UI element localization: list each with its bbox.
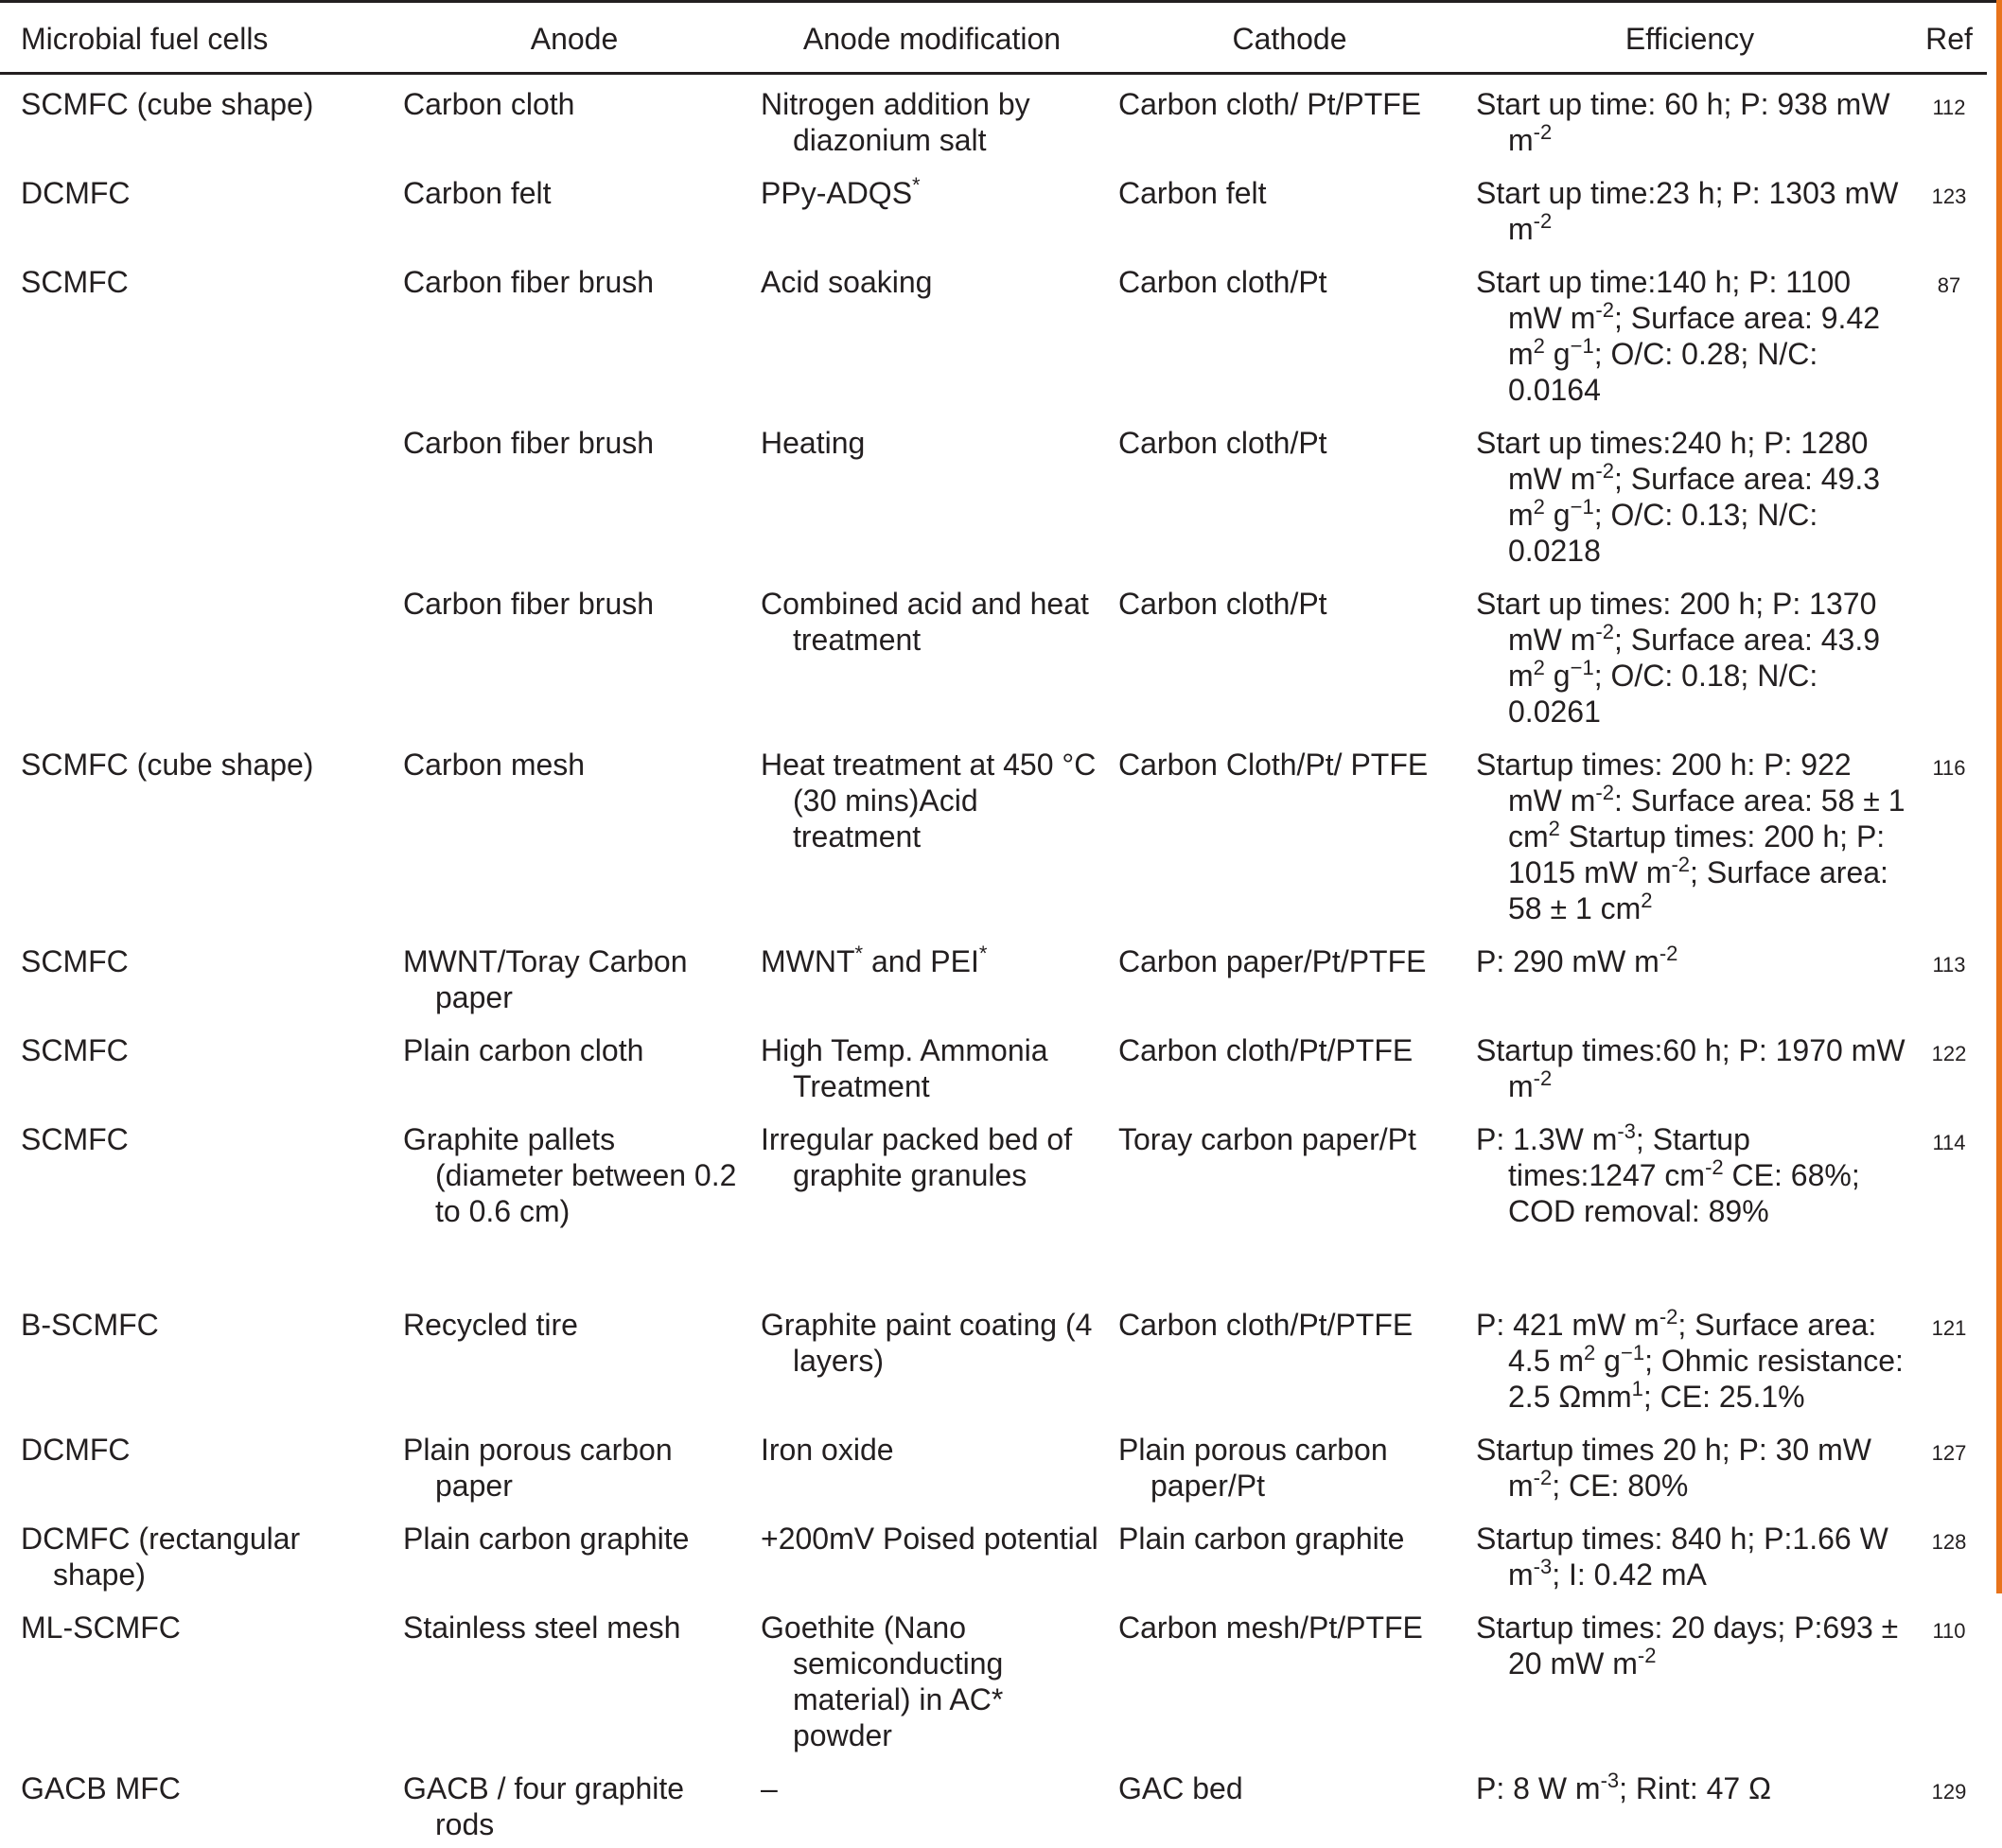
cell-cathode: GAC bed bbox=[1118, 1771, 1243, 1805]
cell-ref: 87 bbox=[1937, 273, 1961, 297]
cell-cathode: Carbon mesh/Pt/PTFE bbox=[1118, 1610, 1423, 1645]
cell-efficiency: Start up times:240 h; P: 1280 mW $m^{-2}$; Surface area: 49.3 $m^2$ $g^{-1}$; O/C: 0.13; N/C: 0.0218 bbox=[1476, 426, 1881, 568]
cell-cathode: Carbon cloth/Pt bbox=[1118, 265, 1327, 299]
table-row bbox=[0, 735, 1987, 932]
cell-mfc: DCMFC (rectangular shape) bbox=[21, 1522, 301, 1592]
header-row bbox=[0, 6, 1987, 74]
cell-ref: 122 bbox=[1931, 1042, 1967, 1065]
cell-mfc: DCMFC bbox=[21, 1433, 131, 1467]
cell-anode: Graphite pallets (diameter between 0.2 to 0.6 cm) bbox=[403, 1122, 737, 1228]
cell-ref: 116 bbox=[1932, 756, 1966, 780]
cell-mfc: DCMFC bbox=[21, 176, 131, 210]
cell-anode: Carbon fiber brush bbox=[403, 587, 655, 621]
cell-efficiency: Start up time:140 h; P: 1100 mW $m^{-2}$; Surface area: 9.42 $m^2$ $g^{-1}$; O/C: 0.28; N/C: 0.0164 bbox=[1476, 265, 1881, 407]
cell-ref: 127 bbox=[1931, 1441, 1967, 1465]
cell-mfc: SCMFC bbox=[21, 1033, 129, 1067]
cell-cathode: Carbon paper/Pt/PTFE bbox=[1118, 944, 1427, 978]
cell-efficiency: P: 290 mW $m^{-2}$ bbox=[1476, 942, 1678, 978]
mfc-table bbox=[0, 6, 1987, 1848]
cell-ref: 112 bbox=[1932, 96, 1966, 119]
cell-ref: 110 bbox=[1932, 1619, 1966, 1643]
cell-anode-modification: Iron oxide bbox=[761, 1433, 894, 1467]
cell-anode: Carbon fiber brush bbox=[403, 426, 655, 460]
table-row bbox=[0, 1420, 1987, 1509]
cell-anode-modification: MWNT* and PEI* bbox=[761, 942, 988, 978]
cell-efficiency: Startup times 20 h; P: 30 mW $m^{-2}$; CE: 80% bbox=[1476, 1433, 1871, 1503]
cell-cathode: Toray carbon paper/Pt bbox=[1118, 1122, 1416, 1156]
cell-anode: Plain porous carbon paper bbox=[403, 1433, 673, 1503]
table-row bbox=[0, 1295, 1987, 1420]
cell-efficiency: P: 1.3W $m^{-3}$; Startup times:1247 $cm^{-2}$ CE: 68%; COD removal: 89% bbox=[1476, 1119, 1860, 1228]
header-ref: Ref bbox=[1911, 6, 1987, 74]
cell-anode-modification: – bbox=[761, 1771, 778, 1805]
table-row bbox=[0, 1021, 1987, 1110]
cell-mfc: ML-SCMFC bbox=[21, 1610, 181, 1645]
cell-anode: Carbon fiber brush bbox=[403, 265, 655, 299]
cell-anode-modification: Goethite (Nano semiconducting material) in AC* powder bbox=[761, 1610, 1004, 1752]
header-mfc: Microbial fuel cells bbox=[0, 6, 395, 74]
table-row bbox=[0, 1509, 1987, 1598]
cell-cathode: Carbon cloth/Pt/PTFE bbox=[1118, 1308, 1414, 1342]
cell-anode-modification: PPy-ADQS* bbox=[761, 173, 921, 210]
cell-anode-modification: Combined acid and heat treatment bbox=[761, 587, 1089, 657]
header-efficiency: Efficiency bbox=[1468, 6, 1911, 74]
cell-mfc: SCMFC bbox=[21, 944, 129, 978]
cell-anode: Plain carbon cloth bbox=[403, 1033, 644, 1067]
cell-ref: 128 bbox=[1931, 1530, 1967, 1554]
cell-efficiency: Startup times: 200 h: P: 922 mW $m^{-2}$: Surface area: 58 ± 1 $cm^2$ Startup times: 200 h; P: 1015 mW $m^{-2}$; Surface area: 58 ± 1 $cm^2$ bbox=[1476, 748, 1905, 925]
cell-anode: Stainless steel mesh bbox=[403, 1610, 681, 1645]
cell-anode-modification: +200mV Poised potential bbox=[761, 1522, 1098, 1556]
cell-efficiency: Startup times: 840 h; P:1.66 W $m^{-3}$; I: 0.42 mA bbox=[1476, 1522, 1888, 1592]
cell-ref: 113 bbox=[1932, 953, 1966, 977]
cell-anode: Plain carbon graphite bbox=[403, 1522, 690, 1556]
table-row bbox=[0, 414, 1987, 574]
cell-anode-modification: Heating bbox=[761, 426, 866, 460]
table-row bbox=[0, 932, 1987, 1021]
cell-mfc: SCMFC bbox=[21, 265, 129, 299]
header-anode-modification: Anode modification bbox=[753, 6, 1111, 74]
cell-cathode: Plain porous carbon paper/Pt bbox=[1118, 1433, 1388, 1503]
cell-efficiency: Start up time: 60 h; P: 938 mW $m^{-2}$ bbox=[1476, 87, 1890, 157]
cell-anode-modification: Nitrogen addition by diazonium salt bbox=[761, 87, 1030, 157]
table-row bbox=[0, 164, 1987, 253]
cell-mfc: B-SCMFC bbox=[21, 1308, 159, 1342]
header-anode: Anode bbox=[395, 6, 753, 74]
cell-cathode: Carbon cloth/Pt bbox=[1118, 587, 1327, 621]
table-row bbox=[0, 1759, 1987, 1848]
cell-anode: MWNT/Toray Carbon paper bbox=[403, 944, 688, 1014]
cell-anode: GACB / four graphite rods bbox=[403, 1771, 685, 1841]
cell-mfc: SCMFC (cube shape) bbox=[21, 87, 314, 121]
cell-anode-modification: Irregular packed bed of graphite granules bbox=[761, 1122, 1073, 1192]
cell-mfc: SCMFC bbox=[21, 1122, 129, 1156]
top-rule bbox=[0, 0, 2002, 3]
cell-efficiency: Start up time:23 h; P: 1303 mW $m^{-2}$ bbox=[1476, 176, 1899, 246]
cell-ref: 114 bbox=[1932, 1131, 1966, 1154]
cell-anode-modification: Acid soaking bbox=[761, 265, 933, 299]
header-cathode: Cathode bbox=[1111, 6, 1468, 74]
cell-anode-modification: High Temp. Ammonia Treatment bbox=[761, 1033, 1048, 1103]
table-row bbox=[0, 1598, 1987, 1759]
cell-cathode: Carbon cloth/Pt/PTFE bbox=[1118, 1033, 1414, 1067]
cell-anode-modification: Graphite paint coating (4 layers) bbox=[761, 1308, 1093, 1378]
cell-anode: Carbon mesh bbox=[403, 748, 586, 782]
cell-efficiency: P: 421 mW $m^{-2}$; Surface area: 4.5 $m^2$ $g^{-1}$; Ohmic resistance: 2.5 Ωmm$^1$; CE: 25.1% bbox=[1476, 1305, 1904, 1414]
cell-cathode: Carbon Cloth/Pt/ PTFE bbox=[1118, 748, 1429, 782]
table-row bbox=[0, 74, 1987, 165]
table-row bbox=[0, 253, 1987, 414]
cell-anode: Recycled tire bbox=[403, 1308, 578, 1342]
cell-ref: 123 bbox=[1931, 185, 1967, 208]
cell-ref: 121 bbox=[1931, 1316, 1967, 1340]
cell-mfc: SCMFC (cube shape) bbox=[21, 748, 314, 782]
cell-cathode: Carbon cloth/ Pt/PTFE bbox=[1118, 87, 1422, 121]
cell-efficiency: Startup times: 20 days; P:693 ± 20 mW $m^{-2}$ bbox=[1476, 1610, 1899, 1681]
cell-mfc: GACB MFC bbox=[21, 1771, 181, 1805]
cell-anode: Carbon cloth bbox=[403, 87, 575, 121]
cell-efficiency: P: 8 W $m^{-3}$; Rint: 47 Ω bbox=[1476, 1769, 1771, 1805]
right-accent-bar bbox=[1996, 0, 2002, 1593]
cell-anode-modification: Heat treatment at 450 °C (30 mins)Acid treatment bbox=[761, 748, 1097, 854]
cell-cathode: Carbon cloth/Pt bbox=[1118, 426, 1327, 460]
cell-anode: Carbon felt bbox=[403, 176, 552, 210]
table-row bbox=[0, 1110, 1987, 1295]
cell-cathode: Carbon felt bbox=[1118, 176, 1267, 210]
cell-efficiency: Startup times:60 h; P: 1970 mW $m^{-2}$ bbox=[1476, 1033, 1905, 1103]
cell-efficiency: Start up times: 200 h; P: 1370 mW $m^{-2}$; Surface area: 43.9 $m^2$ $g^{-1}$; O/C: 0.18; N/C: 0.0261 bbox=[1476, 587, 1881, 729]
cell-cathode: Plain carbon graphite bbox=[1118, 1522, 1405, 1556]
table-row bbox=[0, 574, 1987, 735]
cell-ref: 129 bbox=[1931, 1780, 1967, 1804]
